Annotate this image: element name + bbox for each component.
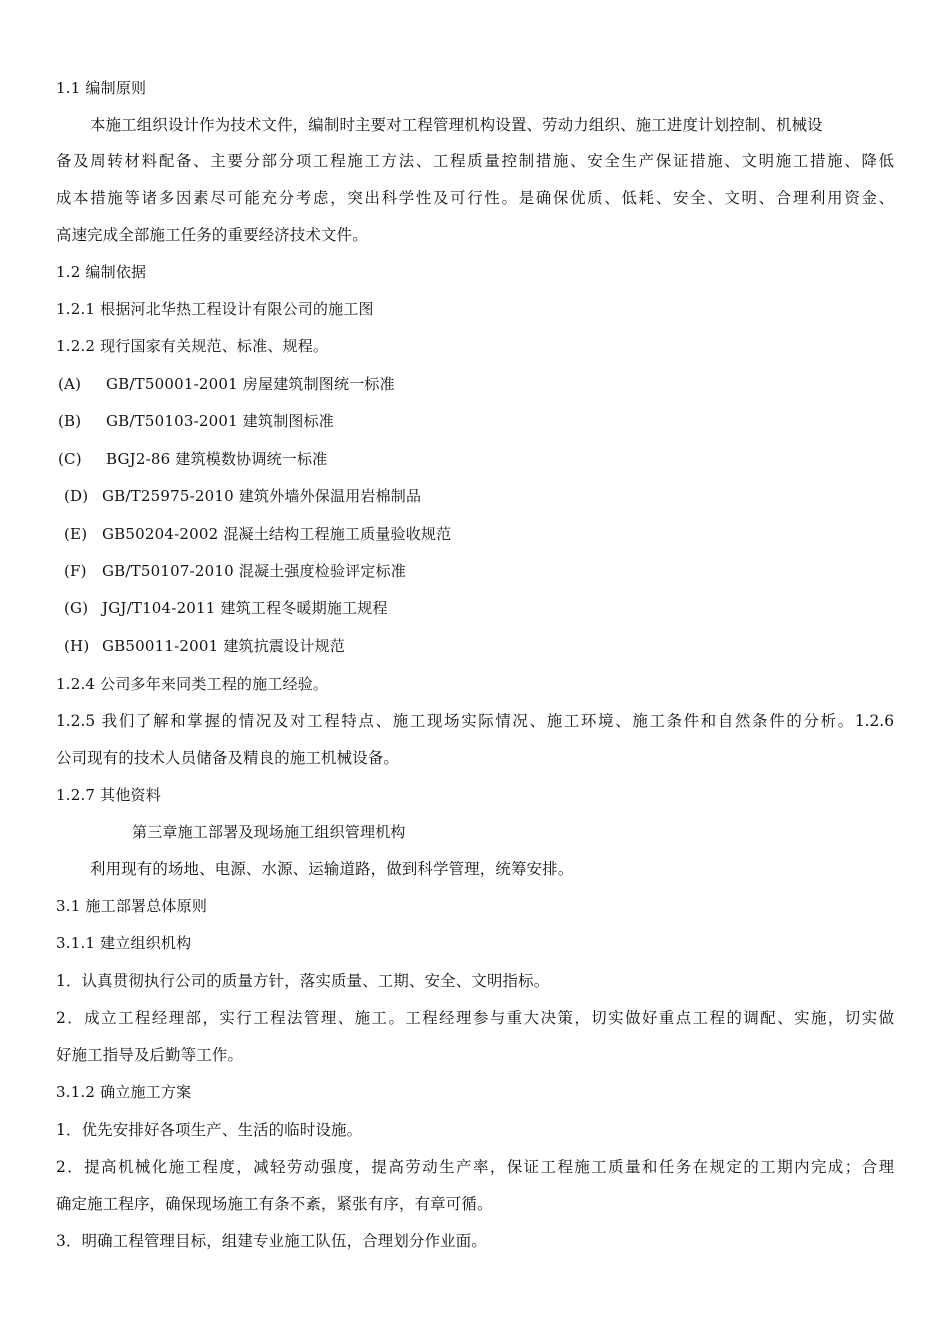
paragraph-line: 1.2.5 我们了解和掌握的情况及对工程特点、施工现场实际情况、施工环境、施工条件和自然条件的分析。1.2.6 <box>56 712 894 730</box>
list-item: 2．提高机械化施工程度，减轻劳动强度，提高劳动生产率，保证工程施工质量和任务在规定的工期内完成；合理 <box>56 1158 894 1176</box>
list-item: JGJ/T104-2011 建筑工程冬暖期施工规程 <box>102 599 388 617</box>
section-heading-3-1: 3.1 施工部署总体原则 <box>56 897 208 915</box>
paragraph-line: 公司现有的技术人员储备及精良的施工机械设备。 <box>56 749 399 767</box>
list-item: GB50204-2002 混凝土结构工程施工质量验收规范 <box>102 525 452 543</box>
sub-heading-3-1-1: 3.1.1 建立组织机构 <box>56 934 192 952</box>
list-item: GB/T50103-2001 建筑制图标准 <box>106 412 334 430</box>
sub-heading-1-2-1: 1.2.1 根据河北华热工程设计有限公司的施工图 <box>56 300 374 318</box>
list-item-continued: 好施工指导及后勤等工作。 <box>56 1046 244 1064</box>
list-item: 2．成立工程经理部，实行工程法管理、施工。工程经理参与重大决策，切实做好重点工程的调配、实施，切实做 <box>56 1009 894 1027</box>
sub-heading-1-2-7: 1.2.7 其他资料 <box>56 786 161 804</box>
list-item-label: (E) <box>64 525 88 543</box>
list-item-label: (D) <box>64 487 89 505</box>
section-heading-1-1: 1.1 编制原则 <box>56 79 147 97</box>
paragraph-line: 高速完成全部施工任务的重要经济技术文件。 <box>56 226 368 244</box>
list-item: GB/T25975-2010 建筑外墙外保温用岩棉制品 <box>102 487 422 505</box>
paragraph-line: 成本措施等诸多因素尽可能充分考虑，突出科学性及可行性。是确保优质、低耗、安全、文明、合理利用资金、 <box>56 189 894 207</box>
paragraph-line: 本施工组织设计作为技术文件，编制时主要对工程管理机构设置、劳动力组织、施工进度计划控制、机械设 <box>90 116 823 134</box>
list-item: BGJ2-86 建筑模数协调统一标准 <box>106 450 328 468</box>
sub-heading-3-1-2: 3.1.2 确立施工方案 <box>56 1083 192 1101</box>
list-item-label: (A) <box>58 375 82 393</box>
list-item: 1．认真贯彻执行公司的质量方针，落实质量、工期、安全、文明指标。 <box>56 972 550 990</box>
list-item-label: (H) <box>64 637 90 655</box>
list-item: 3．明确工程管理目标，组建专业施工队伍，合理划分作业面。 <box>56 1232 487 1250</box>
list-item: GB/T50107-2010 混凝土强度检验评定标准 <box>102 562 406 580</box>
paragraph-line: 利用现有的场地、电源、水源、运输道路，做到科学管理，统筹安排。 <box>90 860 574 878</box>
list-item: 1．优先安排好各项生产、生活的临时设施。 <box>56 1121 363 1139</box>
sub-heading-1-2-4: 1.2.4 公司多年来同类工程的施工经验。 <box>56 675 329 693</box>
paragraph-line: 备及周转材料配备、主要分部分项工程施工方法、工程质量控制措施、安全生产保证措施、文明施工措施、降低 <box>56 152 894 170</box>
list-item: GB/T50001-2001 房屋建筑制图统一标准 <box>106 375 395 393</box>
list-item-label: (G) <box>64 599 89 617</box>
list-item: GB50011-2001 建筑抗震设计规范 <box>102 637 345 655</box>
list-item-label: (B) <box>58 412 82 430</box>
chapter-title: 第三章施工部署及现场施工组织管理机构 <box>132 823 406 841</box>
section-heading-1-2: 1.2 编制依据 <box>56 263 147 281</box>
list-item-label: (F) <box>64 562 87 580</box>
list-item-label: (C) <box>58 450 82 468</box>
list-item-continued: 确定施工程序，确保现场施工有条不紊，紧张有序，有章可循。 <box>56 1195 493 1213</box>
sub-heading-1-2-2: 1.2.2 现行国家有关规范、标准、规程。 <box>56 337 329 355</box>
